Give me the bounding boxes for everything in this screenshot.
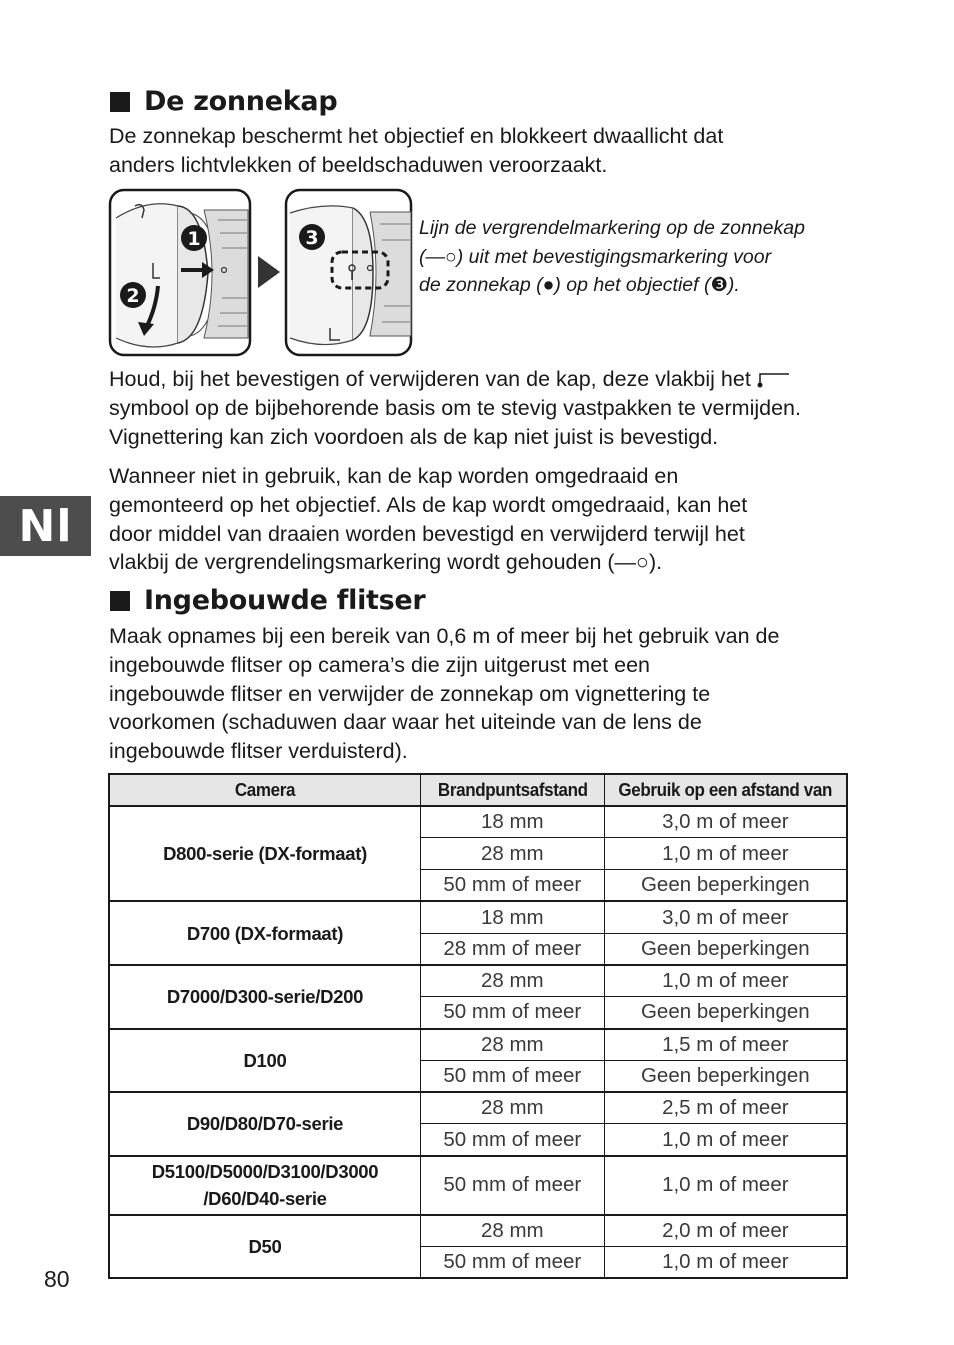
focal-cell: 50 mm of meer [421,1247,605,1279]
svg-text:2: 2 [126,285,140,307]
section-title: De zonnekap [144,86,338,117]
heading-square-icon [110,92,130,112]
distance-cell: 3,0 m of meer [604,806,847,838]
table-group-d700 [109,901,847,965]
table-group-d800 [109,806,847,901]
lens-hood-attach-illustration [108,188,414,358]
camera-cell-line: D5100/D5000/D3100/D3000 [151,1161,379,1183]
text-line: door middel van draaien worden bevestigd en verwijderd terwijl het [109,521,745,546]
camera-cell: D50 [109,1215,421,1279]
heading-square-icon [110,591,130,611]
camera-cell [109,1156,421,1215]
header-camera: Camera [121,774,408,806]
distance-cell: 1,0 m of meer [604,965,847,997]
lens-hood-intro [109,122,854,180]
distance-cell: 2,5 m of meer [604,1092,847,1124]
flash-intro [109,622,854,766]
illustration-caption [419,214,849,300]
svg-text:1: 1 [187,228,201,250]
header-focal-length: Brandpuntsafstand [428,774,597,806]
text-line: Maak opnames bij een bereik van 0,6 m of meer bij het gebruik van de [109,624,780,648]
focal-cell: 18 mm [421,806,605,838]
distance-cell: 1,5 m of meer [604,1029,847,1061]
distance-cell: 2,0 m of meer [604,1215,847,1247]
lens-hood-handling-note [109,365,854,451]
table-group-d100 [109,1029,847,1093]
text-line: Vignettering kan zich voordoen als de kap niet juist is bevestigd. [109,424,719,449]
distance-cell: 3,0 m of meer [604,901,847,933]
text-line: ingebouwde flitser en verwijder de zonnekap om vignettering te [109,681,711,706]
table-row [109,965,847,997]
lens-hood-reverse-note [109,462,854,577]
table-row [109,1156,847,1215]
text-line: symbool op de bijbehorende basis om te stevig vastpakken te vermijden. [109,395,801,420]
table-row [109,806,847,838]
distance-cell: Geen beperkingen [604,1060,847,1092]
camera-cell: D90/D80/D70-serie [109,1092,421,1156]
focal-cell: 28 mm [421,1029,605,1061]
focal-cell: 28 mm [421,965,605,997]
section-heading-lens-hood [110,86,337,117]
distance-cell: 1,0 m of meer [604,1156,847,1215]
caption-line: Lijn de vergrendelmarkering op de zonnekap [419,217,805,239]
text-line: voorkomen (schaduwen daar waar het uiteinde van de lens de [109,710,702,735]
table-group-d5100 [109,1156,847,1215]
table-header-row [109,774,847,806]
text-line: De zonnekap beschermt het objectief en blokkeert dwaallicht dat [109,124,724,148]
hood-base-symbol-icon [757,370,791,388]
table-group-d90 [109,1092,847,1156]
caption-line: de zonnekap (●) op het objectief (❸). [419,274,740,296]
focal-cell: 28 mm [421,1092,605,1124]
focal-cell: 50 mm of meer [421,870,605,902]
text-line: Wanneer niet in gebruik, kan de kap worden omgedraaid en [109,464,679,488]
focal-cell: 18 mm [421,901,605,933]
table-group-d7000 [109,965,847,1029]
distance-cell: 1,0 m of meer [604,838,847,870]
camera-cell-line: /D60/D40-serie [203,1188,327,1210]
distance-cell: Geen beperkingen [604,997,847,1029]
distance-cell: 1,0 m of meer [604,1247,847,1279]
text-line: anders lichtvlekken of beeldschaduwen veroorzaakt. [109,152,608,177]
table-row [109,1215,847,1247]
svg-text:3: 3 [305,227,319,249]
text-line: vlakbij de vergrendelingsmarkering wordt gehouden (—○). [109,550,663,575]
focal-cell: 28 mm [421,1215,605,1247]
next-step-arrow-icon [258,256,280,288]
table-row [109,1029,847,1061]
table-group-d50 [109,1215,847,1279]
camera-cell: D800-serie (DX-formaat) [109,806,421,901]
text-line: ingebouwde flitser op camera’s die zijn uitgerust met een [109,652,650,677]
header-min-distance: Gebruik op een afstand van [614,774,837,806]
camera-cell: D700 (DX-formaat) [109,901,421,965]
camera-cell: D100 [109,1029,421,1093]
table-row [109,901,847,933]
focal-cell: 28 mm [421,838,605,870]
caption-line: (—○) uit met bevestigingsmarkering voor [419,245,772,268]
text-line: ingebouwde flitser verduisterd). [109,739,408,764]
camera-cell: D7000/D300-serie/D200 [109,965,421,1029]
section-heading-built-in-flash [110,585,425,616]
language-tab: Nl [0,496,91,556]
focal-cell: 50 mm of meer [421,1124,605,1156]
focal-cell: 50 mm of meer [421,997,605,1029]
focal-cell: 28 mm of meer [421,933,605,965]
flash-distance-table [108,773,848,1279]
text-line: gemonteerd op het objectief. Als de kap wordt omgedraaid, kan het [109,492,748,517]
text-line: Houd, bij het bevestigen of verwijderen van de kap, deze vlakbij het [109,365,854,394]
focal-cell: 50 mm of meer [421,1060,605,1092]
page-number: 80 [44,1266,70,1292]
section-title: Ingebouwde flitser [144,585,426,616]
focal-cell: 50 mm of meer [421,1156,605,1215]
distance-cell: 1,0 m of meer [604,1124,847,1156]
distance-cell: Geen beperkingen [604,933,847,965]
distance-cell: Geen beperkingen [604,870,847,902]
table-row [109,1092,847,1124]
